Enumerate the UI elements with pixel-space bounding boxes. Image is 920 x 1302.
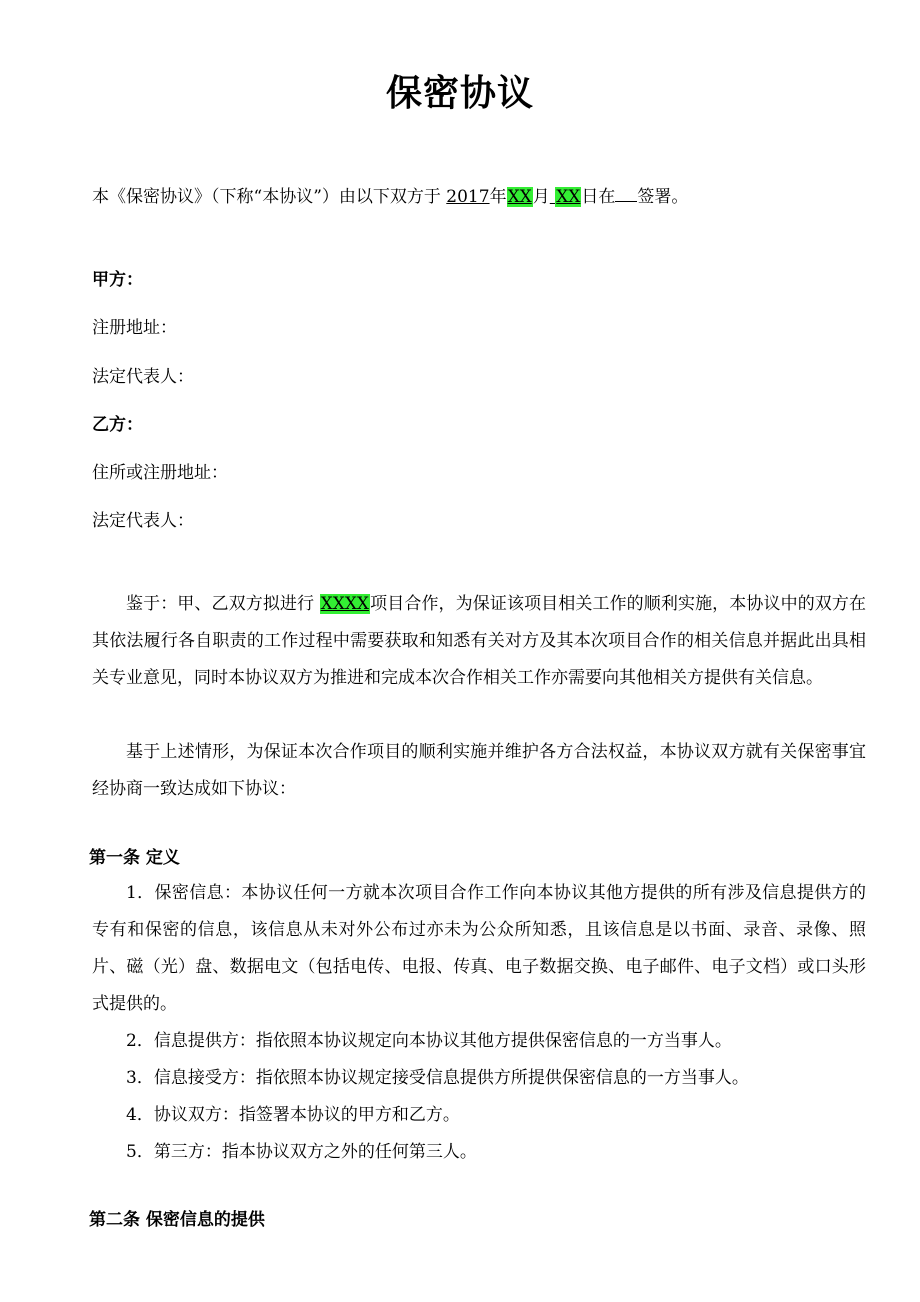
party-b-address: 住所或注册地址：	[92, 463, 228, 483]
article1-item-4: 4．协议双方：指签署本协议的甲方和乙方。	[126, 1105, 460, 1125]
intro-day: XX	[556, 187, 581, 207]
party-a-rep: 法定代表人：	[92, 367, 194, 387]
whereas-prefix: 鉴于：甲、乙双方拟进行	[126, 594, 320, 614]
basis-paragraph: 基于上述情形，为保证本次合作项目的顺利实施并维护各方合法权益，本协议双方就有关保密事宜经协商一致达成如下协议：	[92, 742, 866, 799]
party-b-label: 乙方：	[92, 415, 143, 435]
article1-item-1: 1．保密信息：本协议任何一方就本次项目合作工作向本协议其他方提供的所有涉及信息提供方的专有和保密的信息，该信息从未对外公布过亦未为公众所知悉，且该信息是以书面、录音、录像、照片、磁（光）盘、数据电文（包括电传、电报、传真、电子数据交换、电子邮件、电子文档）或口头形式提供的。	[92, 883, 866, 1014]
article1-item-3: 3．信息接受方：指依照本协议规定接受信息提供方所提供保密信息的一方当事人。	[126, 1068, 749, 1088]
whereas-project: XXXX	[320, 594, 370, 614]
intro-month-suffix: 月	[532, 187, 550, 207]
document-title: 保密协议	[385, 73, 534, 114]
party-a-label: 甲方：	[92, 270, 143, 290]
place-blank	[615, 183, 637, 202]
intro-day-suffix: 日在	[581, 187, 616, 207]
party-a-address: 注册地址：	[92, 318, 177, 338]
article2-heading: 第二条 保密信息的提供	[89, 1210, 265, 1230]
whereas-paragraph	[92, 586, 866, 697]
party-b-rep: 法定代表人：	[92, 511, 194, 531]
intro-line	[92, 183, 688, 209]
intro-month: XX	[507, 187, 532, 207]
whereas-text: 项目合作，为保证该项目相关工作的顺利实施，本协议中的双方在其依法履行各自职责的工作过程中需要获取和知悉有关对方及其本次项目合作的相关信息并据此出具相关专业意见，同时本协议双方为推进和完成本次合作相关工作亦需要向其他相关方提供有关信息。	[92, 594, 866, 688]
intro-year-suffix: 年	[489, 187, 507, 207]
article1-item-2: 2．信息提供方：指依照本协议规定向本协议其他方提供保密信息的一方当事人。	[126, 1031, 732, 1051]
article1-heading: 第一条 定义	[89, 848, 180, 868]
intro-year: 2017	[446, 187, 490, 207]
intro-end: 签署。	[637, 187, 689, 207]
intro-prefix: 本《保密协议》（下称“本协议”）由以下双方于	[92, 187, 447, 207]
article1-item-5: 5．第三方：指本协议双方之外的任何第三人。	[126, 1142, 477, 1162]
